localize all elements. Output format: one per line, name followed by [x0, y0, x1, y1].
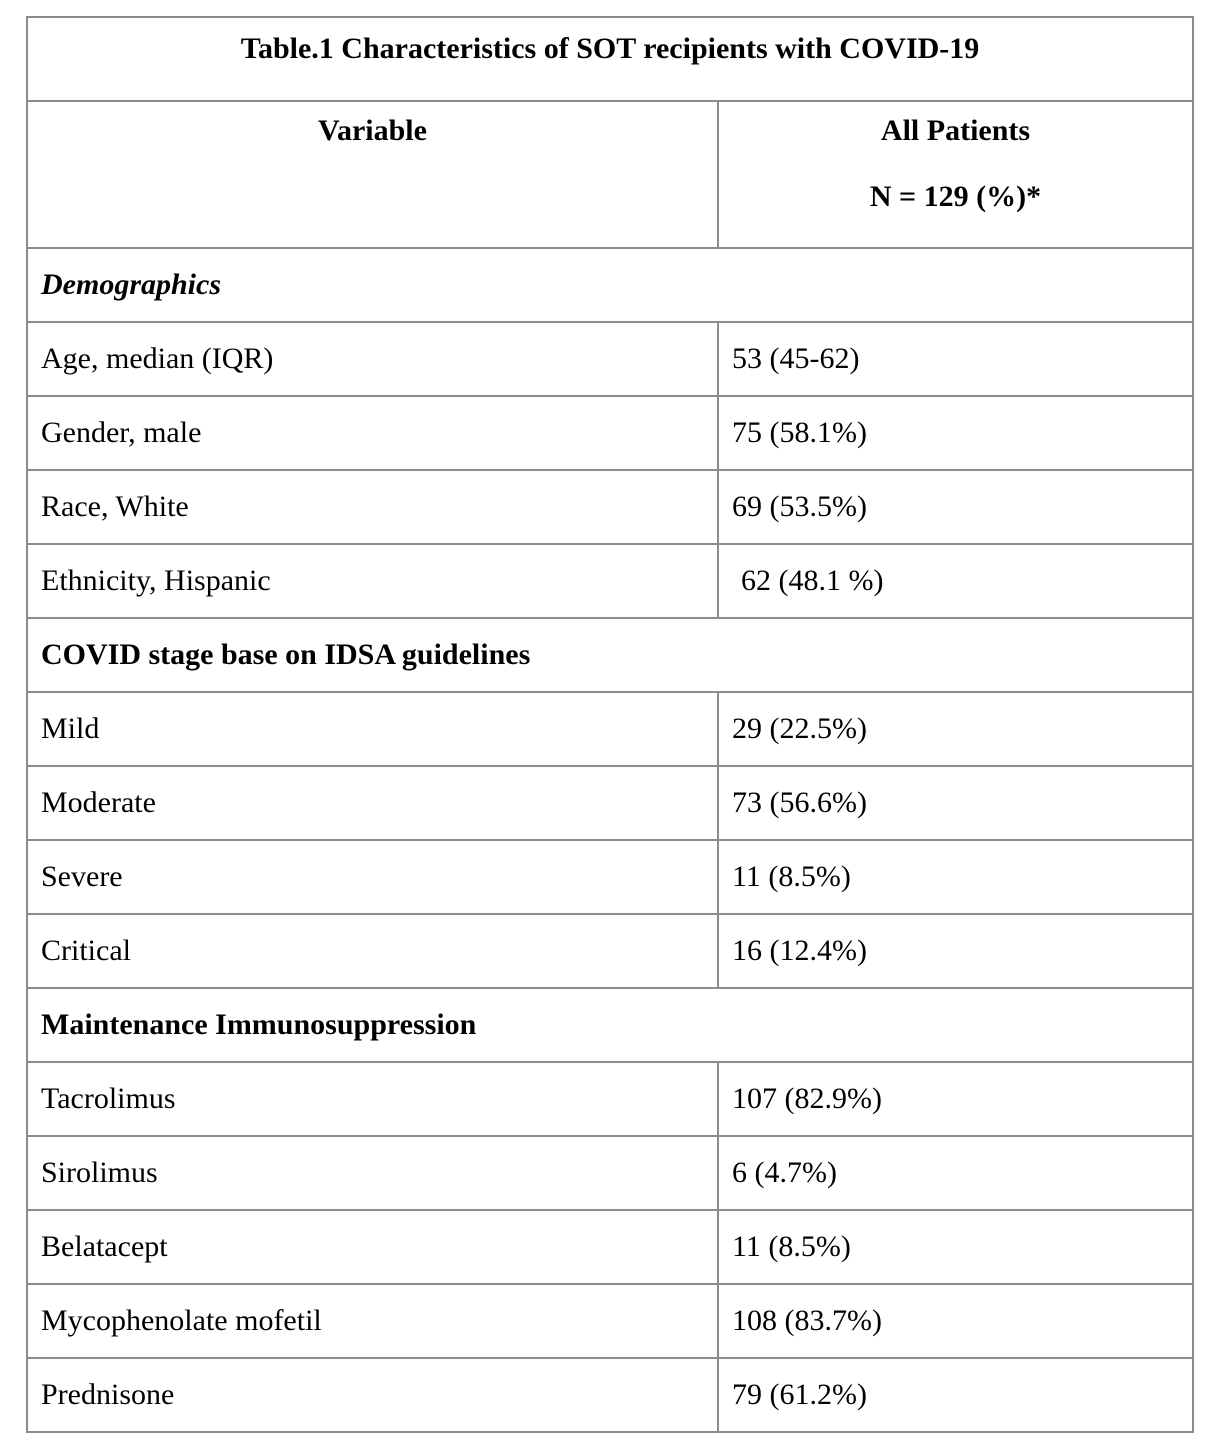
row-value: 69 (53.5%) [718, 470, 1193, 544]
row-label: Severe [27, 840, 718, 914]
row-label: Race, White [27, 470, 718, 544]
row-label: Belatacept [27, 1210, 718, 1284]
header-n-count: N = 129 (%)* [869, 179, 1042, 213]
section-heading: Demographics [27, 248, 1193, 322]
section-heading: COVID stage base on IDSA guidelines [27, 618, 1193, 692]
header-variable-cell [27, 101, 718, 248]
table-row [27, 840, 1193, 914]
row-label: Sirolimus [27, 1136, 718, 1210]
table-row [27, 1062, 1193, 1136]
row-value: 53 (45-62) [718, 322, 1193, 396]
header-variable: Variable [318, 114, 427, 147]
row-label: Age, median (IQR) [27, 322, 718, 396]
table-title: Table.1 Characteristics of SOT recipients with COVID-19 [240, 31, 980, 65]
section-row-demographics [27, 248, 1193, 322]
row-value: 75 (58.1%) [718, 396, 1193, 470]
table-row [27, 1136, 1193, 1210]
header-all-patients-cell [718, 101, 1193, 248]
row-value: 108 (83.7%) [718, 1284, 1193, 1358]
characteristics-table [26, 16, 1194, 1433]
row-value: 62 (48.1 %) [718, 544, 1193, 618]
table-row [27, 544, 1193, 618]
header-row [27, 101, 1193, 248]
section-row-covid-stage [27, 618, 1193, 692]
section-row-immunosuppression [27, 988, 1193, 1062]
row-value: 107 (82.9%) [718, 1062, 1193, 1136]
row-label: Mild [27, 692, 718, 766]
row-label: Ethnicity, Hispanic [27, 544, 718, 618]
table-row [27, 1358, 1193, 1432]
table-row [27, 692, 1193, 766]
row-label: Moderate [27, 766, 718, 840]
table-row [27, 322, 1193, 396]
row-label: Tacrolimus [27, 1062, 718, 1136]
table-row [27, 470, 1193, 544]
table-row [27, 914, 1193, 988]
row-value: 11 (8.5%) [718, 840, 1193, 914]
table-row [27, 396, 1193, 470]
header-all-patients: All Patients [880, 114, 1031, 147]
row-value: 73 (56.6%) [718, 766, 1193, 840]
title-row [27, 17, 1193, 101]
section-heading: Maintenance Immunosuppression [27, 988, 1193, 1062]
row-value: 16 (12.4%) [718, 914, 1193, 988]
table-row [27, 766, 1193, 840]
row-label: Prednisone [27, 1358, 718, 1432]
table-title-cell [27, 17, 1193, 101]
row-value: 29 (22.5%) [718, 692, 1193, 766]
row-label: Critical [27, 914, 718, 988]
row-label: Mycophenolate mofetil [27, 1284, 718, 1358]
row-value: 6 (4.7%) [718, 1136, 1193, 1210]
row-value: 79 (61.2%) [718, 1358, 1193, 1432]
row-value: 11 (8.5%) [718, 1210, 1193, 1284]
row-label: Gender, male [27, 396, 718, 470]
table-row [27, 1284, 1193, 1358]
table-row [27, 1210, 1193, 1284]
